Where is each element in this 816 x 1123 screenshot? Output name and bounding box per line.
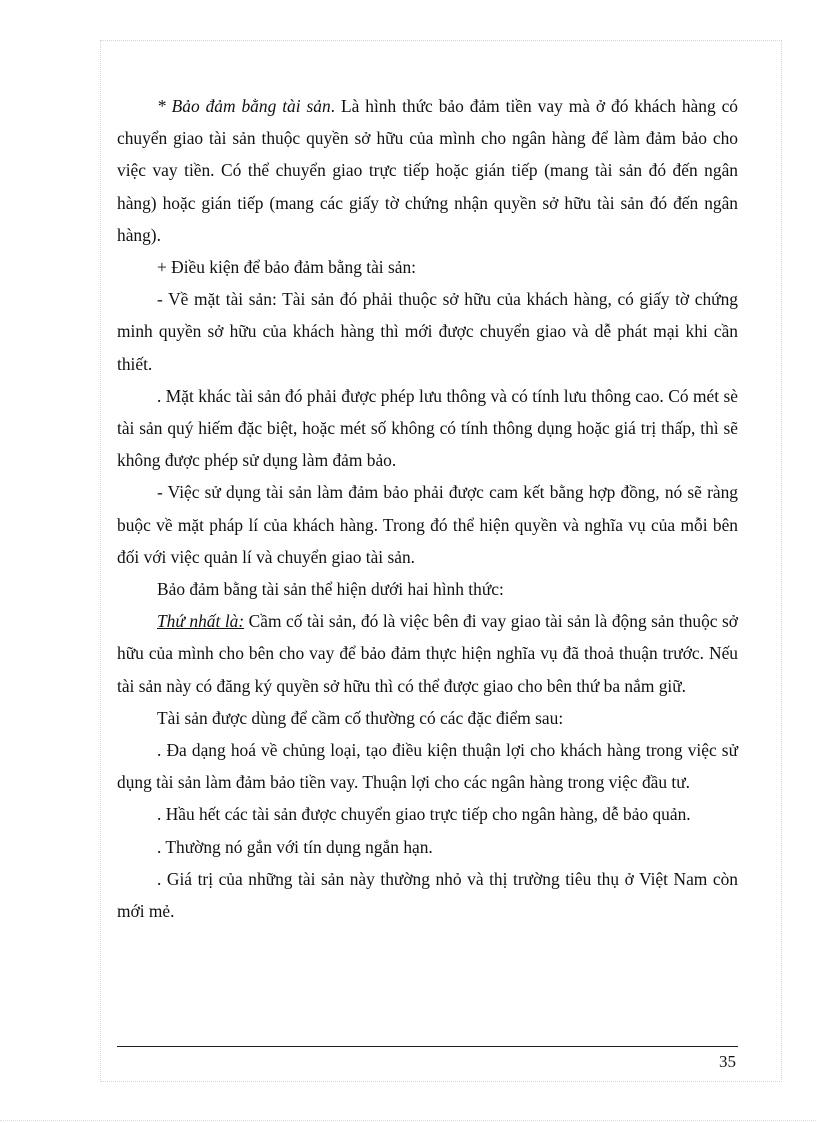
paragraph-feature-value: . Giá trị của những tài sản này thường nhỏ và thị trường tiêu thụ ở Việt Nam còn mới mẻ.	[117, 868, 738, 922]
paragraph-conditions-heading: + Điều kiện để bảo đảm bằng tài sản:	[157, 257, 416, 278]
paragraph-text: Cầm cố tài sản, đó là việc bên đi vay giao tài sản là động sản thuộc sở hữu của mình cho bên cho vay để bảo đảm thực hiện nghĩa vụ đã thoả thuận trước. Nếu tài sản này có đăng ký quyền sở hữu thì có thể được giao cho bên thứ ba nắm giữ.	[117, 611, 738, 696]
paragraph-asset-condition: - Về mặt tài sản: Tài sản đó phải thuộc sở hữu của khách hàng, có giấy tờ chứng minh quyền sở hữu của khách hàng thì mới được chuyển giao và dễ phát mại khi cần thiết.	[117, 289, 738, 374]
paragraph-text: . Là hình thức bảo đảm tiền vay mà ở đó khách hàng có chuyển giao tài sản thuộc quyền sở hữu của mình cho ngân hàng để làm đảm bảo cho việc vay tiền. Có thể chuyển giao trực tiếp hoặc gián tiếp (mang tài sản đó đến ngân hàng) hoặc gián tiếp (mang các giấy tờ chứng nhận quyền sở hữu tài sản đó đến ngân hàng).	[117, 96, 738, 245]
paragraph-asset-security	[117, 90, 738, 251]
paragraph-first-form	[117, 605, 738, 702]
page-number: 35	[719, 1052, 736, 1071]
paragraph-feature-transfer: . Hầu hết các tài sản được chuyển giao trực tiếp cho ngân hàng, dễ bảo quản.	[157, 804, 691, 825]
footer-divider	[117, 1046, 738, 1047]
page-bottom-edge	[0, 1120, 816, 1121]
paragraph-feature-short-term: . Thường nó gắn với tín dụng ngắn hạn.	[157, 836, 433, 857]
paragraph-circulation: . Mặt khác tài sản đó phải được phép lưu thông và có tính lưu thông cao. Có mét sè tài sản quý hiếm đặc biệt, hoặc mét số không có tính thông dụng hoặc giá trị thấp, thì sẽ không được phép sử dụng làm đảm bảo.	[117, 385, 738, 471]
paragraph-two-forms: Bảo đảm bằng tài sản thể hiện dưới hai hình thức:	[157, 579, 504, 600]
document-body	[117, 90, 738, 927]
paragraph-lead-italic: * Bảo đảm bằng tài sản	[157, 96, 331, 116]
paragraph-lead-underlined: Thứ nhất là:	[157, 611, 245, 632]
paragraph-feature-diversity: . Đa dạng hoá về chủng loại, tạo điều kiện thuận lợi cho khách hàng trong việc sử dụng tài sản làm đảm bảo tiền vay. Thuận lợi cho các ngân hàng trong việc đầu tư.	[117, 740, 738, 793]
paragraph-contract: - Việc sử dụng tài sản làm đảm bảo phải được cam kết bằng hợp đồng, nó sẽ ràng buộc về mặt pháp lí của khách hàng. Trong đó thể hiện quyền và nghĩa vụ của mỗi bên đối với việc quản lí và chuyển giao tài sản.	[117, 482, 738, 567]
paragraph-pledge-features: Tài sản được dùng để cầm cố thường có các đặc điểm sau:	[157, 707, 564, 728]
